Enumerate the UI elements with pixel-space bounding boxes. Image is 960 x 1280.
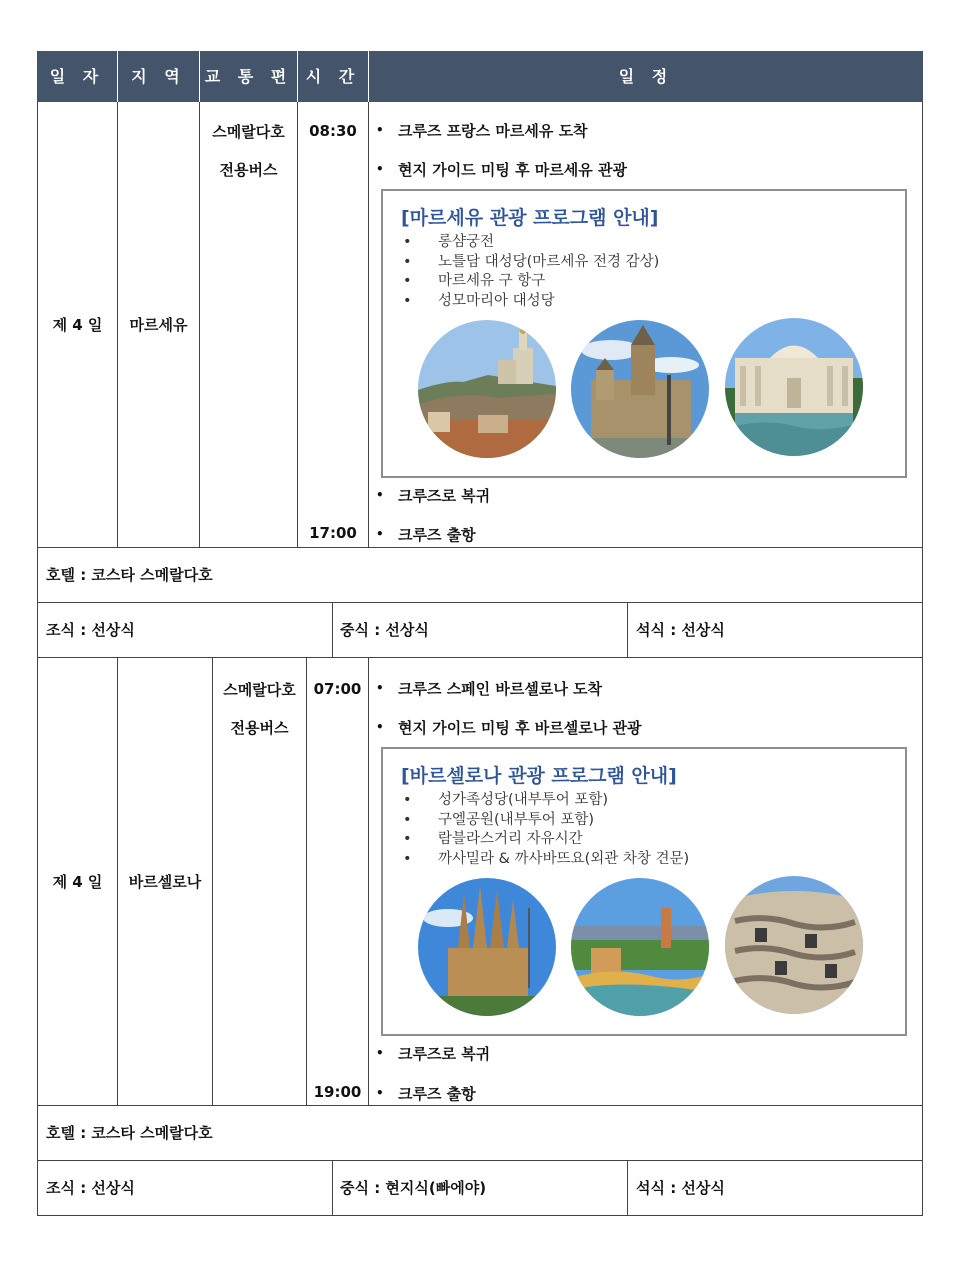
transport-list <box>213 671 306 747</box>
schedule-item: • 크루즈 출항 <box>376 1085 476 1103</box>
program-list <box>401 791 689 869</box>
lunch-label: 중식 : 선상식 <box>340 621 429 639</box>
schedule-item: • 크루즈로 복귀 <box>376 487 491 505</box>
program-title: [마르세유 관광 프로그램 안내] <box>401 207 659 229</box>
transport-bus: 전용버스 <box>230 719 289 737</box>
schedule-item: • 현지 가이드 미팅 후 마르세유 관광 <box>376 161 627 179</box>
header-transport: 교 통 편 <box>204 67 293 86</box>
program-list-item: • 롱샴궁전 <box>401 233 659 253</box>
dinner-label: 석식 : 선상식 <box>636 1179 725 1197</box>
header-time: 시 간 <box>305 67 361 86</box>
lunch-label: 중식 : 현지식(빠에야) <box>340 1179 487 1197</box>
program-list-item: • 구엘공원(내부투어 포함) <box>401 811 689 831</box>
time-end: 17:00 <box>309 524 357 542</box>
program-box <box>381 189 907 478</box>
palais-longchamp-photo <box>725 318 863 456</box>
park-guell-photo <box>571 878 709 1016</box>
program-box <box>381 747 907 1036</box>
breakfast-label: 조식 : 선상식 <box>46 621 135 639</box>
transport-list <box>200 113 297 189</box>
time-start: 07:00 <box>313 680 362 698</box>
transport-ship: 스메랄다호 <box>223 681 296 699</box>
schedule-item: • 크루즈로 복귀 <box>376 1045 491 1063</box>
header-day: 일 자 <box>49 67 105 86</box>
region-name: 마르세유 <box>129 316 188 334</box>
program-list-item: • 까사밀라 & 까사바뜨요(외관 차창 견문) <box>401 850 689 870</box>
header-region: 지 역 <box>131 67 186 86</box>
dinner-label: 석식 : 선상식 <box>636 621 725 639</box>
casa-batllo-photo <box>725 876 863 1014</box>
table-header <box>37 51 923 102</box>
program-list-item: • 성모마리아 대성당 <box>401 292 659 312</box>
program-list-item: • 마르세유 구 항구 <box>401 272 659 292</box>
day-label: 제 4 일 <box>52 873 103 891</box>
schedule-item: • 크루즈 스페인 바르셀로나 도착 <box>376 680 603 698</box>
schedule-item: • 크루즈 출항 <box>376 526 476 544</box>
schedule-item: • 현지 가이드 미팅 후 바르셀로나 관광 <box>376 719 642 737</box>
day-row-barcelona <box>37 658 923 1106</box>
sagrada-familia-photo <box>418 878 556 1016</box>
time-end: 19:00 <box>313 1083 362 1101</box>
transport-ship: 스메랄다호 <box>212 123 285 141</box>
program-list-item: • 성가족성당(내부투어 포함) <box>401 791 689 811</box>
breakfast-label: 조식 : 선상식 <box>46 1179 135 1197</box>
program-list-item: • 노틀담 대성당(마르세유 전경 감상) <box>401 253 659 273</box>
schedule-item: • 크루즈 프랑스 마르세유 도착 <box>376 122 588 140</box>
hotel-row: 호텔 : 코스타 스메랄다호 <box>37 1106 923 1161</box>
hotel-row: 호텔 : 코스타 스메랄다호 <box>37 548 923 603</box>
notre-dame-de-la-garde-photo <box>418 320 556 458</box>
marseille-cathedral-photo <box>571 320 709 458</box>
itinerary-table <box>37 51 923 1216</box>
region-name: 바르셀로나 <box>128 873 202 891</box>
transport-bus: 전용버스 <box>219 161 278 179</box>
program-title: [바르셀로나 관광 프로그램 안내] <box>401 765 677 787</box>
meals-row <box>37 1161 923 1216</box>
time-start: 08:30 <box>309 122 357 140</box>
meals-row <box>37 603 923 658</box>
program-list <box>401 233 659 311</box>
day-row-marseille <box>37 102 923 548</box>
day-label: 제 4 일 <box>52 316 103 334</box>
program-list-item: • 람블라스거리 자유시간 <box>401 830 689 850</box>
header-schedule: 일 정 <box>618 67 674 86</box>
